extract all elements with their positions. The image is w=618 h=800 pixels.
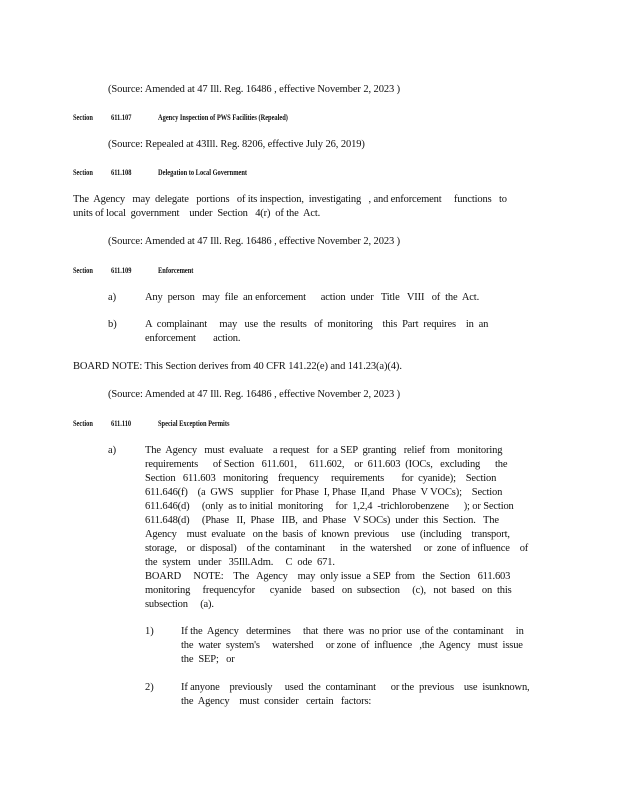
source-note: (Source: Amended at 47 Ill. Reg. 16486 , effective November 2, 2023 ) bbox=[108, 236, 401, 247]
list-item-text: If the Agency determines that there was no prior use of the contaminant in the water system's watershed or zone of influence ,the Agency must issue the SEP; or bbox=[181, 626, 524, 665]
source-note: (Source: Amended at 47 Ill. Reg. 16486 , effective November 2, 2023 ) bbox=[108, 84, 401, 95]
list-marker: a) bbox=[108, 445, 117, 456]
list-marker: b) bbox=[108, 319, 117, 330]
source-note: (Source: Repealed at 43Ill. Reg. 8206, effective July 26, 2019) bbox=[108, 139, 365, 150]
section-label: Section bbox=[73, 168, 93, 177]
list-item-text: Any person may file an enforcement action under Title VIII of the Act. bbox=[145, 292, 480, 303]
section-title: Enforcement bbox=[158, 266, 194, 275]
list-marker: 1) bbox=[145, 626, 154, 637]
list-marker: a) bbox=[108, 292, 117, 303]
section-number: 611.110 bbox=[111, 419, 132, 428]
section-title: Agency Inspection of PWS Facilities (Repealed) bbox=[158, 113, 288, 122]
list-item-text: The Agency must evaluate a request for a SEP granting relief from monitoring requirements of Section 611.601, 611.602, or 611.603 (IOCs, excluding the Section 611.603 monitoring frequency requirements for cyanide); Section 611.646(f) (a GWS supplier for Phase I, Phase II,and Phase V VOCs); Section 611.646(d) (only as to initial monitoring for 1,2,4 -trichlorobenzene ); or Section 611.648(d) (Phase II, Phase IIB, and Phase V SOCs) under this Section. The Agency must evaluate on the basis of known previous use (including transport, storage, or disposal) of the contaminant in the watershed or zone of influence of the system under 35Ill.Adm. C ode 671. BOARD NOTE: The Agency may only issue a SEP from the Section 611.603 monitoring frequencyfor cyanide based on subsection (c), not based on this subsection (a). bbox=[145, 445, 529, 610]
list-marker: 2) bbox=[145, 682, 154, 693]
section-body-paragraph: The Agency may delegate portions of its inspection, investigating , and enforcement functions to units of local government under Section 4(r) of the Act. bbox=[73, 194, 507, 219]
section-number: 611.109 bbox=[111, 266, 132, 275]
section-label: Section bbox=[73, 266, 93, 275]
section-label: Section bbox=[73, 113, 93, 122]
list-item-text: A complainant may use the results of monitoring this Part requires in an enforcement action. bbox=[145, 319, 489, 344]
section-title: Delegation to Local Government bbox=[158, 168, 248, 177]
section-number: 611.108 bbox=[111, 168, 132, 177]
section-title: Special Exception Permits bbox=[158, 419, 230, 428]
list-item-text: If anyone previously used the contaminant or the previous use isunknown, the Agency must consider certain factors: bbox=[181, 682, 530, 707]
board-note: BOARD NOTE: This Section derives from 40 CFR 141.22(e) and 141.23(a)(4). bbox=[73, 361, 402, 372]
source-note: (Source: Amended at 47 Ill. Reg. 16486 , effective November 2, 2023 ) bbox=[108, 389, 401, 400]
section-number: 611.107 bbox=[111, 113, 132, 122]
section-label: Section bbox=[73, 419, 93, 428]
